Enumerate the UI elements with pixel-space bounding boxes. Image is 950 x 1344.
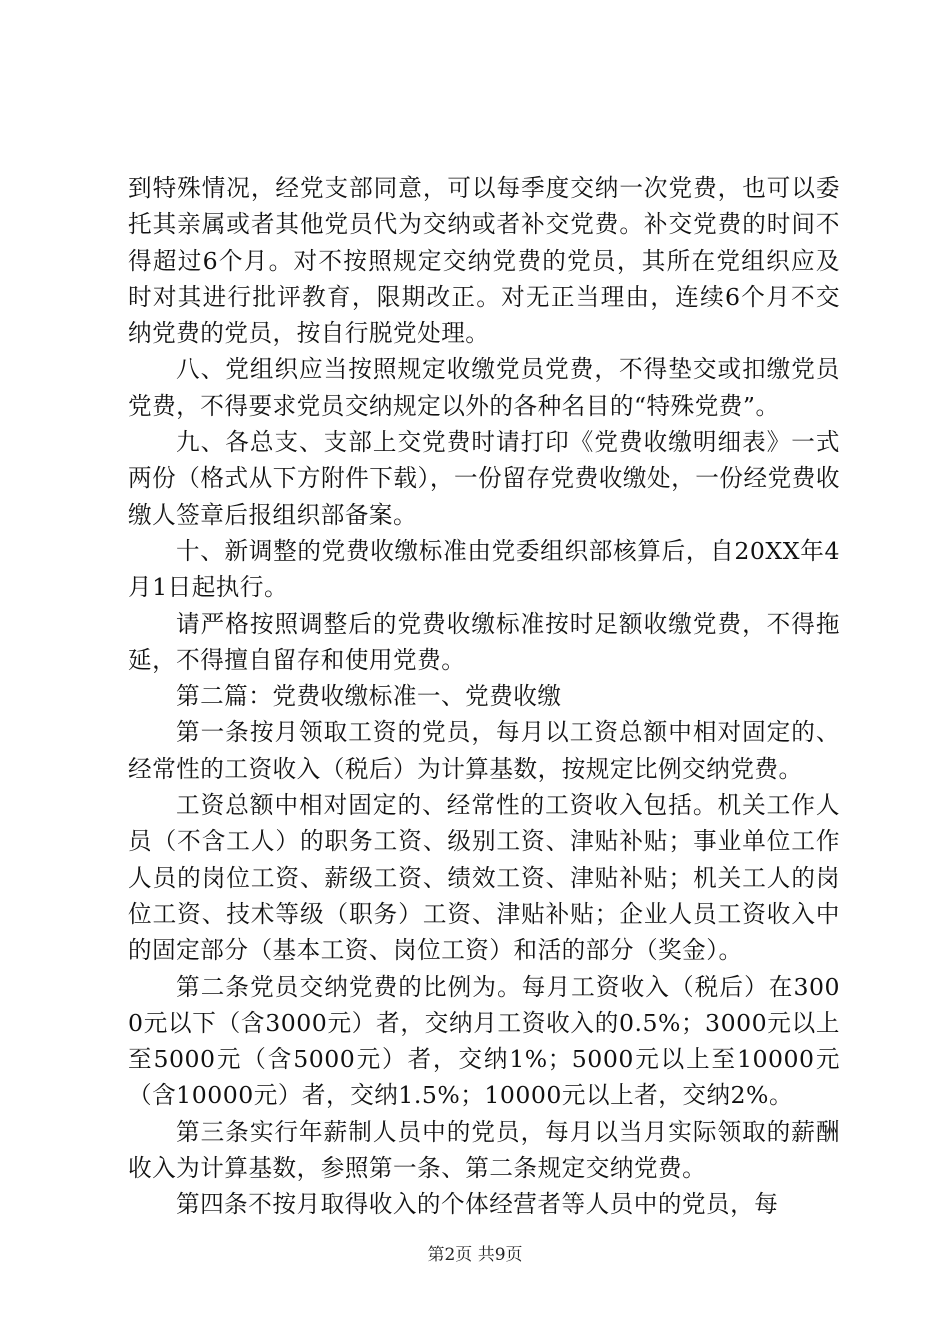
document-body: [128, 170, 840, 1223]
paragraph-salary-definition: 工资总额中相对固定的、经常性的工资收入包括。机关工作人员（不含工人）的职务工资、级别工资、津贴补贴；事业单位工作人员的岗位工资、薪级工资、绩效工资、津贴补贴；机关工人的岗位工资、技术等级（职务）工资、津贴补贴；企业人员工资收入中的固定部分（基本工资、岗位工资）和活的部分（奖金）。: [128, 791, 840, 965]
paragraph-instruction: 请严格按照调整后的党费收缴标准按时足额收缴党费，不得拖延，不得擅自留存和使用党费。: [128, 609, 840, 674]
paragraph-continuation: 到特殊情况，经党支部同意，可以每季度交纳一次党费，也可以委托其亲属或者其他党员代为交纳或者补交党费。补交党费的时间不得超过6个月。对不按照规定交纳党费的党员，其所在党组织应及时对其进行批评教育，限期改正。对无正当理由，连续6个月不交纳党费的党员，按自行脱党处理。: [128, 174, 840, 348]
paragraph-article-3: 第三条实行年薪制人员中的党员，每月以当月实际领取的薪酬收入为计算基数，参照第一条、第二条规定交纳党费。: [128, 1117, 840, 1183]
paragraph-article-2: 第二条党员交纳党费的比例为。每月工资收入（税后）在3000元以下（含3000元）者，交纳月工资收入的0.5%；3000元以上至5000元（含5000元）者，交纳1%；5000元以上至10000元（含10000元）者，交纳1.5%；10000元以上者，交纳2%。: [128, 972, 840, 1110]
paragraph-item-10: 十、新调整的党费收缴标准由党委组织部核算后，自20XX年4月1日起执行。: [128, 536, 840, 602]
page-footer: 第2页 共9页: [427, 1245, 523, 1265]
paragraph-article-4: 第四条不按月取得收入的个体经营者等人员中的党员，每: [176, 1190, 779, 1219]
paragraph-item-8: 八、党组织应当按照规定收缴党员党费，不得垫交或扣缴党员党费，不得要求党员交纳规定以外的各种名目的“特殊党费”。: [128, 355, 840, 420]
paragraph-item-9: 九、各总支、支部上交党费时请打印《党费收缴明细表》一式两份（格式从下方附件下载），一份留存党费收缴处，一份经党费收缴人签章后报组织部备案。: [128, 428, 840, 529]
paragraph-article-1: 第一条按月领取工资的党员，每月以工资总额中相对固定的、经常性的工资收入（税后）为计算基数，按规定比例交纳党费。: [128, 718, 840, 783]
section-heading: 第二篇：党费收缴标准一、党费收缴: [176, 682, 562, 711]
